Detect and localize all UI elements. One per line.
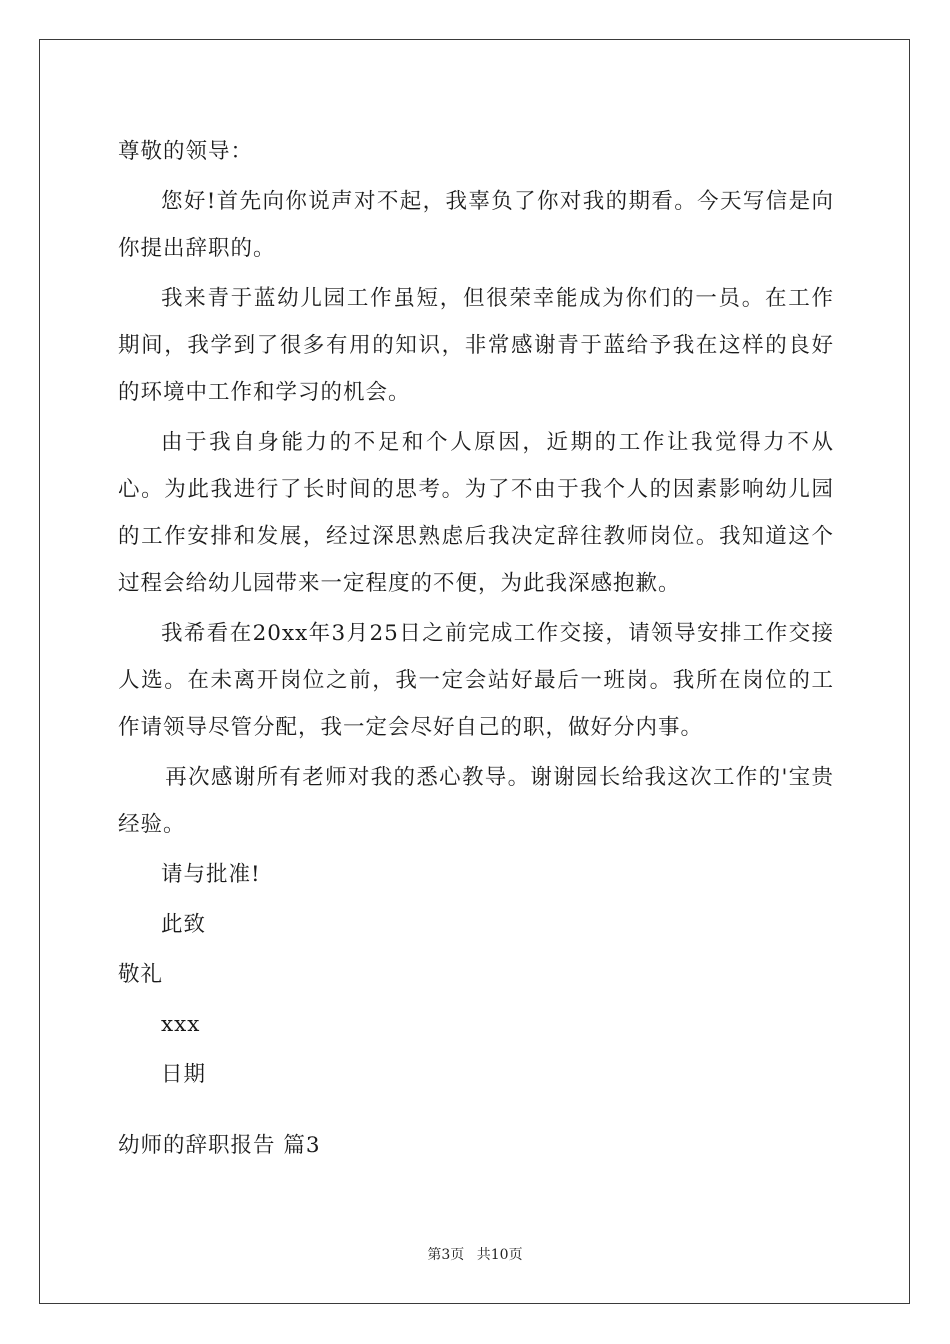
request-line: 请与批准! — [161, 862, 261, 887]
page-total: 共10页 — [476, 1247, 523, 1263]
paragraph-gratitude: 我来青于蓝幼儿园工作虽短，但很荣幸能成为你们的一员。在工作期间，我学到了很多有用的知识，非常感谢青于蓝给予我在这样的良好的环境中工作和学习的机会。 — [118, 286, 834, 405]
paragraph-reason: 由于我自身能力的不足和个人原因，近期的工作让我觉得力不从心。为此我进行了长时间的思考。为了不由于我个人的因素影响幼儿园的工作安排和发展，经过深思熟虑后我决定辞往教师岗位。我知道这个过程会给幼儿园带来一定程度的不便，为此我深感抱歉。 — [118, 430, 834, 596]
paragraph-thanks: 再次感谢所有老师对我的悉心教导。谢谢园长给我这次工作的'宝贵经验。 — [118, 765, 834, 837]
paragraph-greeting: 您好!首先向你说声对不起，我辜负了你对我的期看。今天写信是向你提出辞职的。 — [118, 189, 834, 261]
page-number: 第3页 — [427, 1247, 465, 1263]
paragraph-handover: 我希看在20xx年3月25日之前完成工作交接，请领导安排工作交接人选。在未离开岗位之前，我一定会站好最后一班岗。我所在岗位的工作请领导尽管分配，我一定会尽好自己的职，做好分内事。 — [118, 621, 834, 740]
salutation: 尊敬的领导： — [118, 139, 254, 164]
section-title: 幼师的辞职报告 篇3 — [118, 1133, 321, 1158]
letter-body — [118, 128, 834, 1101]
page-footer — [0, 1244, 950, 1264]
closing-line-2: 敬礼 — [118, 962, 164, 987]
closing-line-1: 此致 — [161, 912, 207, 937]
signature: xxx — [161, 1012, 201, 1037]
date-line: 日期 — [161, 1062, 207, 1087]
